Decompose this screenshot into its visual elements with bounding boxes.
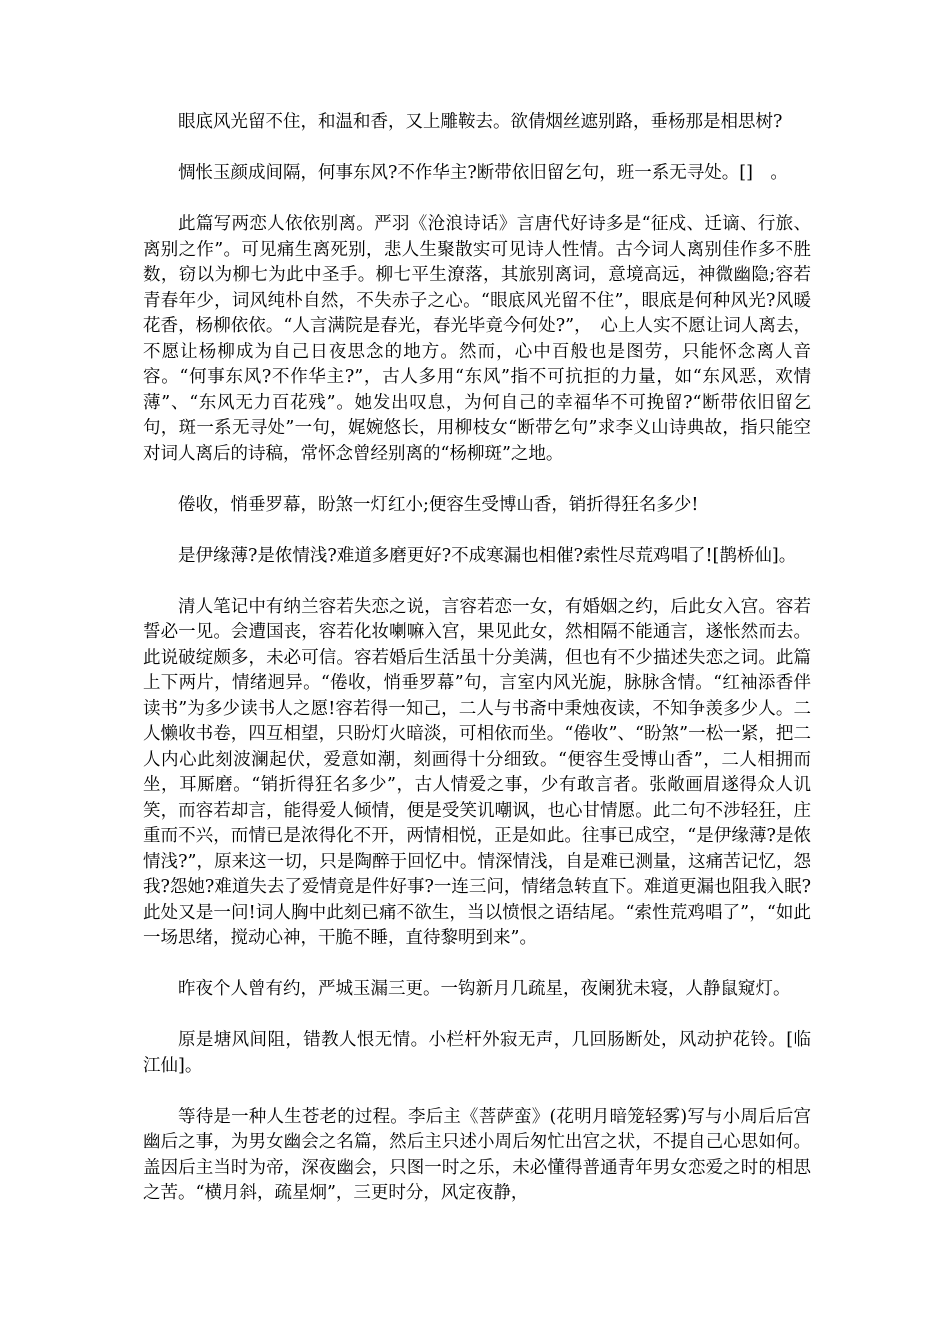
document-page (143, 110, 811, 1207)
paragraph: 惆怅玉颜成间隔，何事东风?不作华主?断带依旧留乞句，班一系无寻处。[] 。 (178, 163, 788, 183)
paragraph: 倦收，悄垂罗幕，盼煞一灯红小;便容生受博山香，销折得狂名多少! (178, 494, 699, 515)
paragraph: 等待是一种人生苍老的过程。李后主《菩萨蛮》(花明月暗笼轻雾)写与小周后后宫幽后之事，为男女幽会之名篇，然后主只述小周后匆忙出宫之状，不提自己心思如何。盖因后主当时为帝，深夜幽会，只图一时之乐，未必懂得普通青年男女恋爱之时的相思之苦。“横月斜，疏星炯”，三更时分，风定夜静， (143, 1106, 811, 1203)
paragraph: 眼底风光留不住，和温和香，又上雕鞍去。欲倩烟丝遮别路，垂杨那是相思树? (178, 112, 783, 132)
paragraph: 原是塘风间阻，错教人恨无情。小栏杆外寂无声，几回肠断处，风动护花铃。[临江仙]。 (143, 1030, 811, 1076)
paragraph: 清人笔记中有纳兰容若失恋之说，言容若恋一女，有婚姻之约，后此女入宫。容若誓必一见。会遭国丧，容若化妆喇嘛入宫，果见此女，然相隔不能通言，遂怅然而去。此说破绽颇多，未必可信。容若婚后生活虽十分美满，但也有不少描述失恋之词。此篇上下两片，情绪迥异。“倦收，悄垂罗幕”句，言室内风光旎，脉脉含情。“红袖添香伴读书”为多少读书人之愿!容若得一知己，二人与书斋中秉烛夜读，不知争羡多少人。二人懒收书卷，四互相望，只盼灯火暗淡，可相依而坐。“倦收”、“盼煞”一松一紧，把二人内心此刻波澜起伏，爱意如潮，刻画得十分细致。“便容生受博山香”，二人相拥而坐，耳厮磨。“销折得狂名多少”，古人情爱之事，少有敢言者。张敞画眉遂得众人讥笑，而容若却言，能得爱人倾情，便是受笑讥嘲讽，也心甘情愿。此二句不涉轻狂，庄重而不兴，而情已是浓得化不开，两情相悦，正是如此。往事已成空，“是伊缘薄?是侬情浅?”，原来这一切，只是陶醉于回忆中。情深情浅，自是难已测量，这痛苦记忆，怨我?怨她?难道失去了爱情竟是件好事?一连三问，情绪急转直下。难道更漏也阻我入眠?此处又是一问!词人胸中此刻已痛不欲生，当以愤恨之语结尾。“索性荒鸡唱了”，“如此一场思绪，搅动心神，干脆不睡，直待黎明到来”。 (143, 596, 811, 948)
paragraph: 昨夜个人曾有约，严城玉漏三更。一钩新月几疏星，夜阑犹未寝，人静鼠窥灯。 (178, 979, 791, 999)
paragraph: 此篇写两恋人依依别离。严羽《沧浪诗话》言唐代好诗多是“征戍、迁谪、行旅、离别之作”。可见痛生离死别，悲人生聚散实可见诗人性情。古今词人离别佳作多不胜数，窃以为柳七为此中圣手。柳七平生潦落，其旅别离词，意境高远，神微幽隐;容若青春年少，词风纯朴自然，不失赤子之心。“眼底风光留不住”，眼底是何种风光?风暖花香，杨柳依依。“人言满院是春光，春光毕竟今何处?”， 心上人实不愿让词人离去，不愿让杨柳成为自己日夜思念的地方。然而，心中百般也是图劳，只能怀念离人音容。“何事东风?不作华主?”，古人多用“东风”指不可抗拒的力量，如“东风恶，欢情薄”、“东风无力百花残”。她发出叹息，为何自己的幸福华不可挽留?“断带依旧留乞句，斑一系无寻处”一句，娓婉悠长，用柳枝女“断带乞句”求李义山诗典故，指只能空对词人离后的诗稿，常怀念曾经别离的“杨柳斑”之地。 (143, 214, 811, 464)
paragraph: 是伊缘薄?是侬情浅?难道多磨更好?不成寒漏也相催?索性尽荒鸡唱了![鹊桥仙]。 (178, 545, 797, 566)
